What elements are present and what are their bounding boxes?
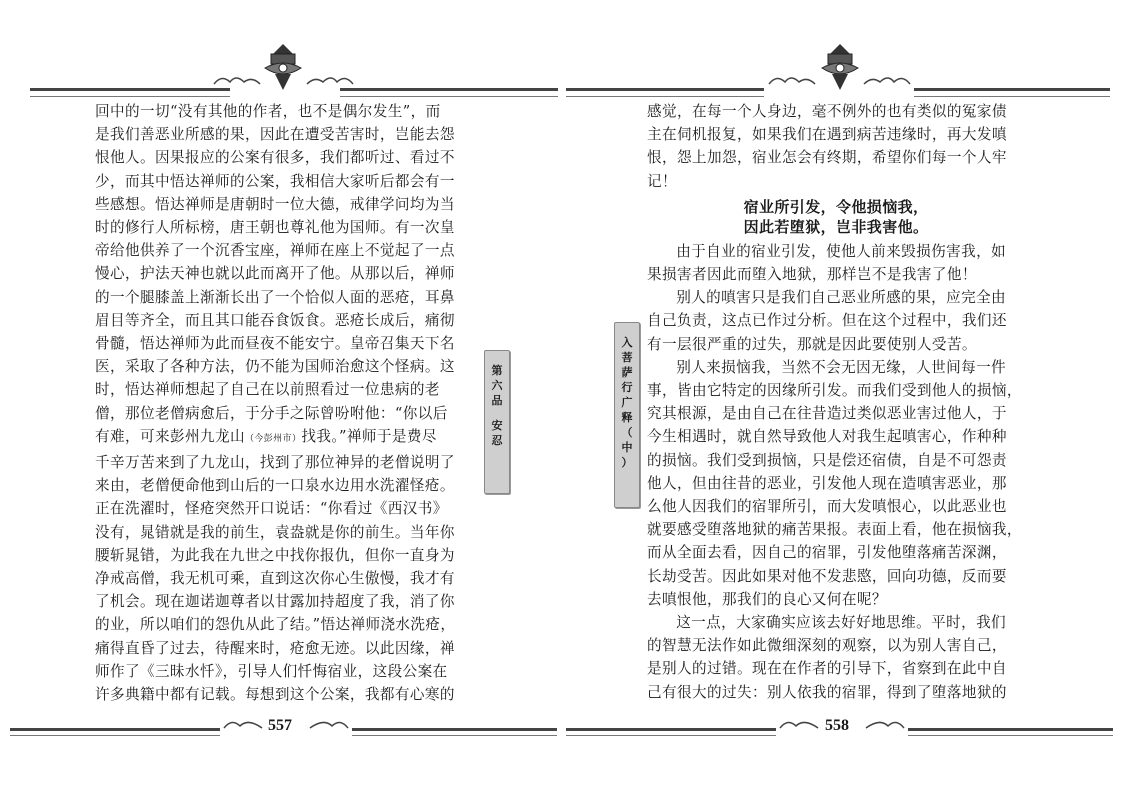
text-line: 痛得直昏了过去，待醒来时，疮愈无迹。以此因缘，禅 (95, 639, 455, 657)
text-line: 究其根源，是由自己在往昔造过类似恶业害过他人，于 (647, 405, 1007, 423)
tab-char: 六 (491, 379, 503, 392)
tab-char: 第 (491, 364, 503, 377)
tab-char: 忍 (491, 434, 503, 447)
verse-line: 宿业所引发，令他损恼我， (743, 197, 929, 216)
text-line: 记！ (647, 172, 677, 190)
text-line: 今生相遇时，就自然导致他人对我生起嗔害心，作种种 (647, 428, 1007, 446)
text-line: 的损恼。我们受到损恼，只是偿还宿债，自是不可怨责 (647, 451, 1007, 469)
page-number: 558 (825, 717, 849, 734)
lotus-emblem-icon (255, 40, 311, 92)
text-line: 别人来损恼我，当然不会无因无缘，人世间每一件 (676, 358, 1007, 376)
header-rule (340, 88, 558, 97)
text-line: 许多典籍中都有记载。每想到这个公案，我都有心寒的 (95, 686, 455, 704)
right-page (562, 0, 1123, 794)
text-line: 的一个腿膝盖上渐渐长出了一个恰似人面的恶疮，耳鼻 (95, 288, 455, 306)
text-line: 而从全面去看，因自己的宿罪，引发他堕落痛苦深渊， (647, 544, 1007, 562)
chapter-tab (484, 350, 510, 494)
text-line: 了机会。现在迦诺迦尊者以甘露加持超度了我，消了你 (95, 593, 455, 611)
annotation-note: （今彭州市） (244, 433, 302, 444)
text-line: 僧，那位老僧病愈后，于分手之际曾吩咐他：“你以后 (95, 404, 448, 422)
text-line: 去嗔恨他，那我们的良心又何在呢？ (647, 590, 887, 608)
text-line: 事，皆由它特定的因缘所引发。而我们受到他人的损恼， (647, 382, 1022, 400)
lotus-emblem-icon (812, 40, 868, 92)
tab-char: （ (621, 426, 633, 439)
text-line: 果损害者因此而堕入地狱，那样岂不是我害了他！ (647, 266, 977, 284)
text-line: 慢心，护法天神也就以此而离开了他。从那以后，禅师 (95, 265, 455, 283)
text-line: 的智慧无法作如此微细深刻的观察，以为别人害自己， (647, 637, 1007, 655)
text-line: 这一点，大家确实应该去好好地思维。平时，我们 (676, 614, 1007, 632)
tab-char: 行 (621, 381, 633, 394)
text-line: 别人的嗔害只是我们自己恶业所感的果，应完全由 (676, 289, 1007, 307)
footer-rule (908, 728, 1113, 736)
right-body-text (647, 100, 1025, 704)
verse-line: 因此若堕狱，岂非我害他。 (743, 217, 929, 236)
cloud-scroll-left-icon (767, 72, 817, 88)
text-line: 由于自业的宿业引发，使他人前来毁损伤害我，如 (676, 242, 1007, 260)
text-line: 么他人因我们的宿罪所引，而大发嗔恨心，以此恶业也 (647, 498, 1007, 516)
header-rule (30, 88, 230, 97)
header-rule (914, 88, 1110, 97)
tab-char: 入 (621, 336, 633, 349)
text-line: 长劫受苦。因此如果对他不发悲愍，回向功德，反而要 (647, 567, 1007, 585)
footer-rule (566, 728, 776, 736)
cloud-scroll-right-icon (305, 72, 355, 88)
cloud-scroll-right-icon (308, 716, 350, 732)
page-number: 557 (268, 717, 292, 734)
footer-rule (352, 728, 557, 736)
text-line: 师作了《三昧水忏》，引导人们忏悔宿业，这段公案在 (95, 662, 448, 680)
tab-char: 菩 (621, 351, 633, 364)
text-line: 千辛万苦来到了九龙山，找到了那位神异的老僧说明了 (95, 454, 455, 472)
tab-char: ） (621, 456, 633, 469)
left-body-text (95, 100, 473, 706)
text-line: 正在洗濯时，怪疮突然开口说话：“你看过《西汉书》 (95, 500, 448, 518)
text-line: 医，采取了各种方法，仍不能为国师治愈这个怪病。这 (95, 358, 455, 376)
text-line: 净戒高僧，我无机可乘，直到这次你心生傲慢，我才有 (95, 570, 455, 588)
tab-char: 安 (491, 419, 503, 432)
text-line (95, 425, 473, 451)
text-line: 主在伺机报复，如果我们在遇到病苦违缘时，再大发嗔 (647, 126, 1007, 144)
text-line: 帝给他供养了一个沉香宝座，禅师在座上不觉起了一点 (95, 242, 455, 260)
cloud-scroll-right-icon (864, 716, 906, 732)
text-line: 他人，但由往昔的恶业，引发他人现在造嗔害恶业，那 (647, 474, 1007, 492)
cloud-scroll-left-icon (212, 72, 262, 88)
text-line: 眉目等齐全，而且其口能吞食饭食。恶疮长成后，痛彻 (95, 311, 455, 329)
left-page (0, 0, 561, 794)
tab-char: 释 (621, 411, 633, 424)
text-line: 腰斩晁错，为此我在九世之中找你报仇，但你一直身为 (95, 546, 455, 564)
cloud-scroll-right-icon (862, 72, 912, 88)
text-line: 来由，老僧便命他到山后的一口泉水边用水洗濯怪疮。 (95, 477, 455, 495)
book-title-tab (614, 322, 640, 508)
text-line: 就要感受堕落地狱的痛苦果报。表面上看，他在损恼我， (647, 521, 1022, 539)
text-line: 时，悟达禅师想起了自己在以前照看过一位患病的老 (95, 381, 440, 399)
text-line: 少，而其中悟达禅师的公案，我相信大家听后都会有一 (95, 172, 455, 190)
text-line: 恨他人。因果报应的公案有很多，我们都听过、看过不 (95, 149, 455, 167)
text-line: 感觉，在每一个人身边，毫不例外的也有类似的冤家债 (647, 103, 1007, 120)
text-line: 骨髓，悟达禅师为此而昼夜不能安宁。皇帝召集天下名 (95, 335, 455, 353)
cloud-scroll-left-icon (778, 716, 820, 732)
tab-char: 品 (491, 394, 503, 407)
text-line: 是别人的过错。现在在作者的引导下，省察到在此中自 (647, 660, 1007, 678)
text-line: 己有很大的过失：别人依我的宿罪，得到了堕落地狱的 (647, 683, 1007, 701)
tab-char: 中 (621, 441, 633, 454)
text-line: 自己负责，这点已作过分析。但在这个过程中，我们还 (647, 312, 1007, 330)
cloud-scroll-left-icon (222, 716, 264, 732)
text-line: 时的修行人所标榜，唐王朝也尊礼他为国师。有一次皇 (95, 219, 455, 237)
text-line: 没有，晁错就是我的前生，袁盎就是你的前生。当年你 (95, 523, 455, 541)
text-segment: 找我。”禅师于是费尽 (301, 427, 437, 445)
tab-char (485, 408, 509, 418)
text-line: 是我们善恶业所感的果，因此在遭受苦害时，岂能去怨 (95, 126, 455, 144)
text-segment: 有难，可来彭州九龙山 (95, 427, 245, 445)
text-line: 恨，怨上加怨，宿业怎会有终期，希望你们每一个人牢 (647, 149, 1007, 167)
text-line: 回中的一切“没有其他的作者，也不是偶尔发生”，而 (95, 103, 441, 120)
text-line: 有一层很严重的过失，那就是因此要使别人受苦。 (647, 335, 977, 353)
tab-char: 广 (621, 396, 633, 409)
text-line: 的业，所以咱们的怨仇从此了结。”悟达禅师浇水洗疮， (95, 616, 456, 634)
footer-rule (10, 728, 220, 736)
text-line: 些感想。悟达禅师是唐朝时一位大德，戒律学问均为当 (95, 195, 455, 213)
header-rule (566, 88, 764, 97)
tab-char: 萨 (621, 366, 633, 379)
